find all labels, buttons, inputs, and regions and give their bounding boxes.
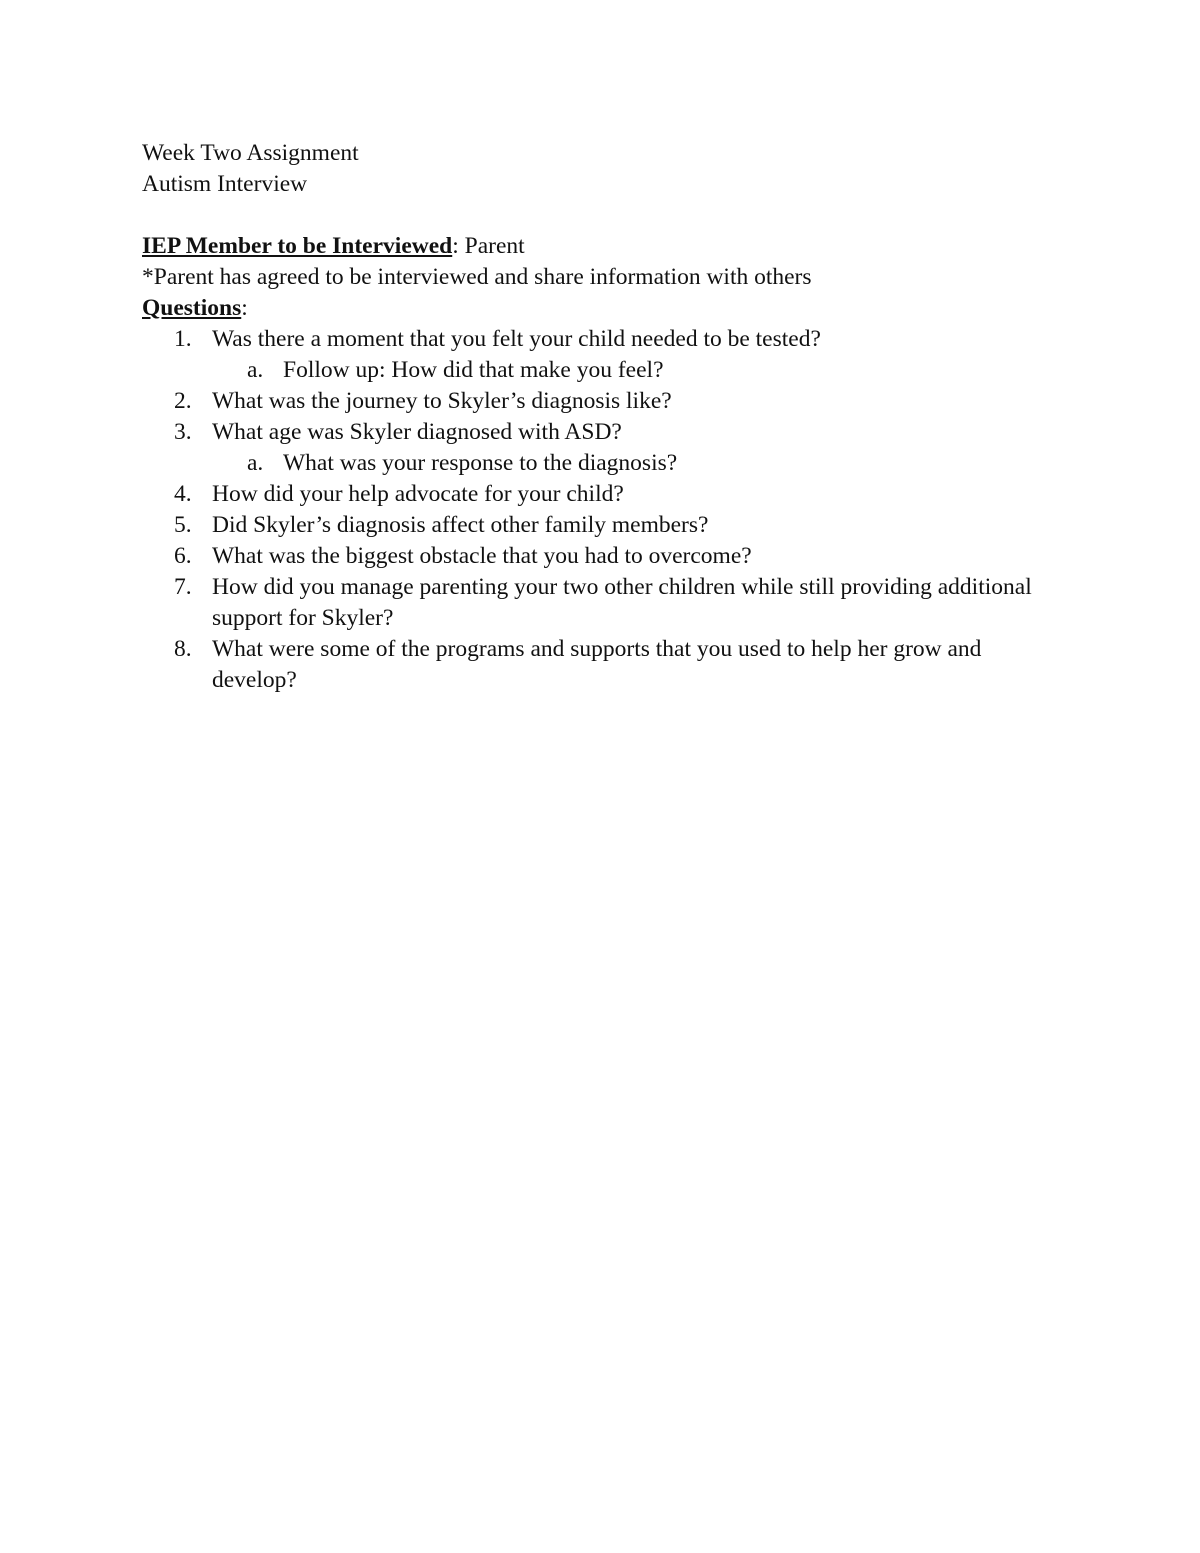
subtitle-line: Autism Interview <box>142 171 308 197</box>
questions-heading <box>142 293 1062 324</box>
question-subitem <box>142 448 1062 479</box>
item-number: 3. <box>174 419 192 445</box>
question-subitem <box>142 355 1062 386</box>
interviewee-label: IEP Member to be Interviewed <box>142 233 453 259</box>
item-number: 2. <box>174 388 192 414</box>
question-item <box>142 541 1062 572</box>
interviewee-line <box>142 231 1062 262</box>
item-text: What was your response to the diagnosis? <box>283 450 678 476</box>
consent-note: *Parent has agreed to be interviewed and share information with others <box>142 264 812 290</box>
title-line: Week Two Assignment <box>142 140 359 166</box>
item-number: a. <box>247 450 264 476</box>
item-text: What was the biggest obstacle that you had to overcome? <box>212 543 752 569</box>
question-item <box>142 572 1062 634</box>
question-item <box>142 479 1062 510</box>
question-item <box>142 510 1062 541</box>
item-number: 6. <box>174 543 192 569</box>
item-number: 7. <box>174 574 192 600</box>
item-number: 1. <box>174 326 192 352</box>
item-number: a. <box>247 357 264 383</box>
question-item <box>142 324 1062 355</box>
questions-list <box>142 324 1062 696</box>
questions-label: Questions <box>142 295 242 321</box>
document-page <box>142 138 1062 696</box>
item-number: 8. <box>174 636 192 662</box>
item-text: What age was Skyler diagnosed with ASD? <box>212 419 622 445</box>
interviewee-value: Parent <box>464 233 525 259</box>
item-text: Was there a moment that you felt your child needed to be tested? <box>212 326 821 352</box>
item-text: Follow up: How did that make you feel? <box>283 357 664 383</box>
separator: : <box>452 233 465 259</box>
question-item <box>142 386 1062 417</box>
item-text: How did you manage parenting your two other children while still providing additional support for Skyler? <box>212 574 1032 631</box>
separator: : <box>241 295 248 321</box>
question-item <box>142 417 1062 448</box>
item-text: What was the journey to Skyler’s diagnosis like? <box>212 388 672 414</box>
item-text: What were some of the programs and supports that you used to help her grow and develop? <box>212 636 982 693</box>
item-text: How did your help advocate for your child? <box>212 481 624 507</box>
item-number: 4. <box>174 481 192 507</box>
question-item <box>142 634 1062 696</box>
item-number: 5. <box>174 512 192 538</box>
item-text: Did Skyler’s diagnosis affect other family members? <box>212 512 709 538</box>
